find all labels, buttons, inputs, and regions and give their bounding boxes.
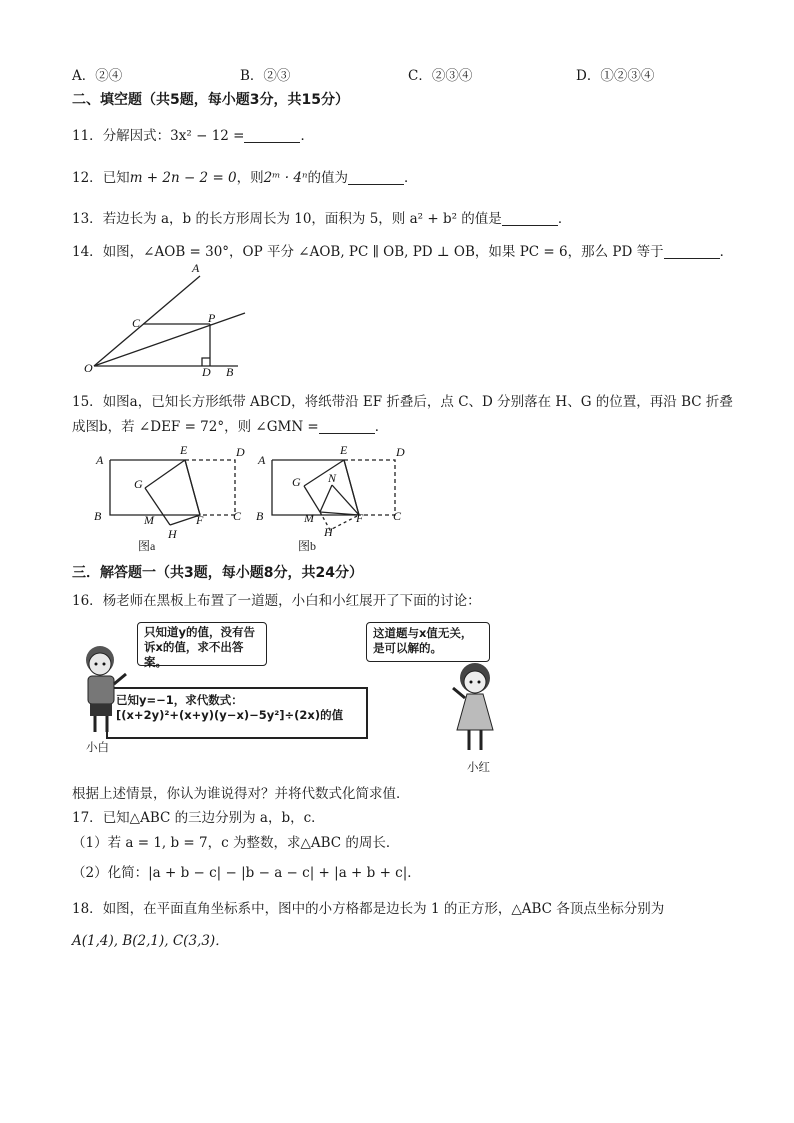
question-15-line2: 成图b，若 ∠DEF = 72°，则 ∠GMN = ． bbox=[72, 419, 389, 435]
figure-caption: 图a bbox=[138, 539, 156, 553]
name-right: 小红 bbox=[467, 760, 490, 774]
label-e: E bbox=[340, 443, 348, 457]
label-p: P bbox=[208, 311, 216, 325]
label-n: N bbox=[328, 471, 337, 485]
label-a: A bbox=[258, 453, 266, 467]
figure-14 bbox=[80, 258, 260, 378]
label-a: A bbox=[192, 261, 200, 275]
label-h: H bbox=[324, 525, 333, 539]
question-17-part1: （1）若 a = 1, b = 7，c 为整数，求△ABC 的周长． bbox=[72, 835, 400, 851]
boy-icon bbox=[72, 638, 132, 738]
answer-blank bbox=[244, 128, 300, 143]
label-b: B bbox=[256, 509, 264, 523]
label-m: M bbox=[144, 513, 154, 527]
speech-bubble-right: 这道题与x值无关，是可以解的。 bbox=[366, 622, 490, 662]
label-b: B bbox=[226, 365, 234, 378]
name-left: 小白 bbox=[86, 740, 109, 754]
label-d: D bbox=[236, 445, 245, 459]
question-13: 13．若边长为 a，b 的长方形周长为 10，面积为 5，则 a² + b² 的值是 ． bbox=[72, 211, 572, 227]
option-d: D．①②③④ bbox=[576, 68, 655, 84]
label-o: O bbox=[84, 361, 93, 375]
question-18-line2: A(1,4), B(2,1), C(3,3)． bbox=[72, 933, 229, 949]
section-3-title: 三．解答题一（共3题，每小题8分，共24分） bbox=[72, 565, 363, 581]
label-c: C bbox=[393, 509, 402, 523]
answer-blank bbox=[348, 170, 404, 185]
question-15: 15．如图a，已知长方形纸带 ABCD，将纸带沿 EF 折叠后，点 C、D 分别落在 H、G 的位置，再沿 BC 折叠 bbox=[72, 394, 733, 410]
blackboard: 已知y=−1，求代数式： [(x+2y)²+(x+y)(y−x)−5y²]÷(2x)的值 bbox=[106, 687, 368, 739]
label-c: C bbox=[132, 316, 141, 330]
label-e: E bbox=[180, 443, 188, 457]
label-m: M bbox=[304, 511, 314, 525]
question-11: 11．分解因式：3x² − 12 = ． bbox=[72, 128, 314, 144]
label-g: G bbox=[134, 477, 143, 491]
question-17: 17．已知△ABC 的三边分别为 a，b，c． bbox=[72, 810, 325, 826]
figure-15a bbox=[90, 440, 250, 555]
label-g: G bbox=[292, 475, 301, 489]
label-d: D bbox=[202, 365, 211, 378]
figure-15b bbox=[252, 440, 412, 555]
label-f: F bbox=[196, 513, 204, 527]
girl-icon bbox=[447, 658, 507, 758]
label-c: C bbox=[233, 509, 242, 523]
option-a: A．②④ bbox=[72, 68, 123, 84]
answer-blank bbox=[502, 211, 558, 226]
speech-bubble-left: 只知道y的值，没有告诉x的值，求不出答案。 bbox=[137, 622, 267, 666]
question-12: 12．已知m + 2n − 2 = 0，则2ᵐ · 4ⁿ的值为 ． bbox=[72, 170, 418, 186]
label-f: F bbox=[356, 511, 364, 525]
option-b: B．②③ bbox=[240, 68, 291, 84]
discussion-illustration bbox=[72, 616, 712, 786]
option-c: C．②③④ bbox=[408, 68, 473, 84]
label-b: B bbox=[94, 509, 102, 523]
question-14: 14．如图，∠AOB = 30°，OP 平分 ∠AOB, PC ∥ OB, PD ⊥ OB，如果 PC = 6，那么 PD 等于 ． bbox=[72, 244, 734, 260]
answer-blank bbox=[319, 419, 375, 434]
question-18: 18．如图，在平面直角坐标系中，图中的小方格都是边长为 1 的正方形，△ABC 各顶点坐标分别为 bbox=[72, 901, 665, 917]
question-16: 16．杨老师在黑板上布置了一道题，小白和小红展开了下面的讨论： bbox=[72, 593, 481, 609]
answer-blank bbox=[664, 244, 720, 259]
label-a: A bbox=[96, 453, 104, 467]
section-2-title: 二、填空题（共5题，每小题3分，共15分） bbox=[72, 92, 349, 108]
question-16-task: 根据上述情景，你认为谁说得对？并将代数式化简求值． bbox=[72, 786, 410, 802]
label-d: D bbox=[396, 445, 405, 459]
figure-caption: 图b bbox=[298, 539, 317, 553]
question-17-part2: （2）化简：|a + b − c| − |b − a − c| + |a + b + c|． bbox=[72, 865, 421, 881]
label-h: H bbox=[168, 527, 177, 541]
